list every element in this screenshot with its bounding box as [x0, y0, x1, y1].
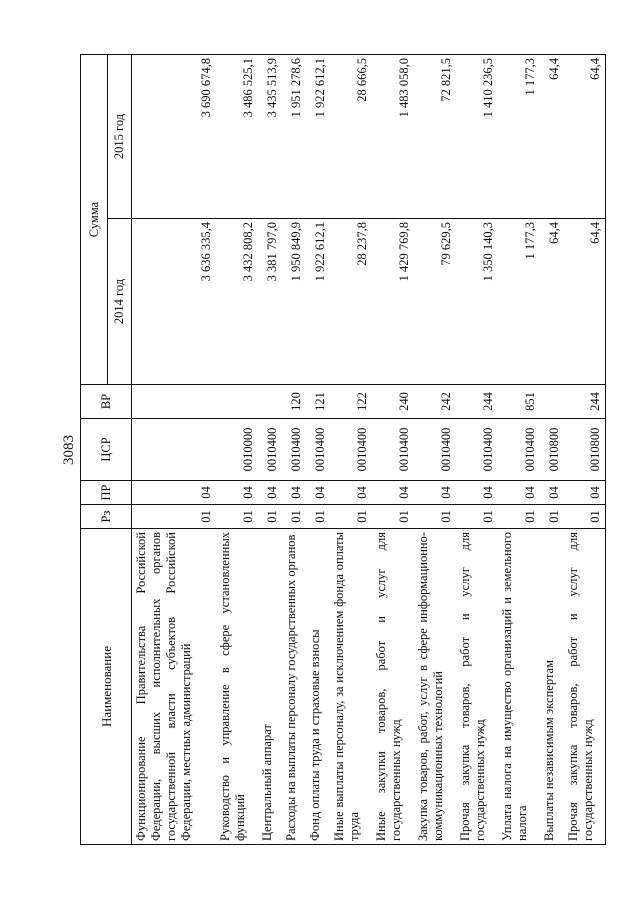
cell-sum-2015: 3 690 674,8: [132, 55, 216, 219]
cell-name: Закупка товаров, работ, услуг в сфере информационно-коммуникационных технологий: [414, 529, 456, 845]
cell-rz: 01: [132, 505, 216, 529]
header-2015: 2015 год: [108, 55, 132, 219]
table-row: [132, 55, 216, 845]
table-body: [132, 55, 606, 845]
cell-pr: 04: [498, 481, 540, 505]
cell-vr: [216, 385, 258, 419]
cell-name: Расходы на выплаты персоналу государственных органов: [282, 529, 306, 845]
cell-name: Руководство и управление в сфере установленных функций: [216, 529, 258, 845]
table-row: [456, 55, 498, 845]
cell-rz: 01: [414, 505, 456, 529]
header-name: Наименование: [81, 529, 132, 845]
cell-csr: 0010400: [330, 419, 372, 481]
cell-sum-2015: 28 666,5: [330, 55, 372, 219]
cell-vr: 851: [498, 385, 540, 419]
cell-pr: 04: [258, 481, 282, 505]
cell-sum-2014: 64,4: [540, 219, 564, 385]
cell-name: Фонд оплаты труда и страховые взносы: [306, 529, 330, 845]
header-2014: 2014 год: [108, 219, 132, 385]
header-pr: ПР: [81, 481, 132, 505]
cell-pr: 04: [456, 481, 498, 505]
cell-csr: 0010400: [372, 419, 414, 481]
cell-name: Выплаты независимым экспертам: [540, 529, 564, 845]
cell-pr: 04: [372, 481, 414, 505]
table-row: [330, 55, 372, 845]
cell-vr: 244: [456, 385, 498, 419]
cell-sum-2015: 3 435 513,9: [258, 55, 282, 219]
cell-name: Центральный аппарат: [258, 529, 282, 845]
cell-csr: [132, 419, 216, 481]
cell-csr: 0010400: [456, 419, 498, 481]
table-row: [216, 55, 258, 845]
cell-vr: 244: [564, 385, 606, 419]
cell-csr: 0010800: [540, 419, 564, 481]
cell-pr: 04: [306, 481, 330, 505]
table-row: [564, 55, 606, 845]
cell-pr: 04: [330, 481, 372, 505]
cell-sum-2014: 3 636 335,4: [132, 219, 216, 385]
cell-name: Прочая закупка товаров, работ и услуг для государственных нужд: [456, 529, 498, 845]
cell-pr: 04: [282, 481, 306, 505]
cell-pr: 04: [564, 481, 606, 505]
header-sum: Сумма: [81, 55, 108, 385]
cell-sum-2015: 1 483 058,0: [372, 55, 414, 219]
header-rz: Рз: [81, 505, 132, 529]
cell-name: Функционирование Правительства Российской Федерации, высших исполнительных органов государственной власти субъектов Российской Федерации, местных администраций: [132, 529, 216, 845]
cell-rz: 01: [564, 505, 606, 529]
cell-vr: 122: [330, 385, 372, 419]
cell-sum-2014: 64,4: [564, 219, 606, 385]
cell-sum-2014: 79 629,5: [414, 219, 456, 385]
cell-vr: 240: [372, 385, 414, 419]
cell-sum-2014: 28 237,8: [330, 219, 372, 385]
cell-csr: 0010400: [498, 419, 540, 481]
cell-vr: 120: [282, 385, 306, 419]
table-header: [81, 55, 132, 845]
cell-rz: 01: [216, 505, 258, 529]
cell-rz: 01: [498, 505, 540, 529]
table-row: [414, 55, 456, 845]
cell-csr: 0010400: [306, 419, 330, 481]
page-number: 3083: [61, 435, 77, 465]
cell-sum-2014: 1 177,3: [498, 219, 540, 385]
cell-pr: 04: [216, 481, 258, 505]
cell-name: Прочая закупка товаров, работ и услуг для государственных нужд: [564, 529, 606, 845]
cell-sum-2014: 3 381 797,0: [258, 219, 282, 385]
table-row: [498, 55, 540, 845]
header-vr: ВР: [81, 385, 132, 419]
cell-csr: 0010400: [414, 419, 456, 481]
cell-sum-2015: 64,4: [540, 55, 564, 219]
cell-csr: 0010400: [282, 419, 306, 481]
cell-sum-2014: 1 429 769,8: [372, 219, 414, 385]
cell-csr: 0010000: [216, 419, 258, 481]
cell-sum-2015: 64,4: [564, 55, 606, 219]
cell-sum-2015: 1 177,3: [498, 55, 540, 219]
cell-sum-2015: 1 410 236,5: [456, 55, 498, 219]
cell-pr: 04: [540, 481, 564, 505]
table-row: [258, 55, 282, 845]
cell-sum-2015: 1 951 278,6: [282, 55, 306, 219]
budget-table: [80, 54, 606, 845]
cell-name: Иные закупки товаров, работ и услуг для государственных нужд: [372, 529, 414, 845]
table-row: [306, 55, 330, 845]
cell-vr: [132, 385, 216, 419]
table-row: [540, 55, 564, 845]
cell-name: Иные выплаты персоналу, за исключением фонда оплаты труда: [330, 529, 372, 845]
cell-sum-2015: 3 486 525,1: [216, 55, 258, 219]
cell-sum-2014: 1 350 140,3: [456, 219, 498, 385]
cell-vr: [258, 385, 282, 419]
cell-rz: 01: [306, 505, 330, 529]
cell-vr: [540, 385, 564, 419]
rotated-page: [60, 55, 605, 845]
cell-name: Уплата налога на имущество организаций и земельного налога: [498, 529, 540, 845]
cell-rz: 01: [372, 505, 414, 529]
cell-sum-2014: 1 950 849,9: [282, 219, 306, 385]
cell-vr: 242: [414, 385, 456, 419]
cell-pr: 04: [132, 481, 216, 505]
cell-sum-2014: 3 432 808,2: [216, 219, 258, 385]
cell-csr: 0010400: [258, 419, 282, 481]
cell-sum-2014: 1 922 612,1: [306, 219, 330, 385]
cell-rz: 01: [258, 505, 282, 529]
cell-sum-2015: 72 821,5: [414, 55, 456, 219]
header-csr: ЦСР: [81, 419, 132, 481]
cell-vr: 121: [306, 385, 330, 419]
cell-rz: 01: [456, 505, 498, 529]
cell-rz: 01: [282, 505, 306, 529]
cell-rz: 01: [540, 505, 564, 529]
cell-csr: 0010800: [564, 419, 606, 481]
cell-rz: 01: [330, 505, 372, 529]
table-row: [372, 55, 414, 845]
table-row: [282, 55, 306, 845]
cell-pr: 04: [414, 481, 456, 505]
cell-sum-2015: 1 922 612,1: [306, 55, 330, 219]
